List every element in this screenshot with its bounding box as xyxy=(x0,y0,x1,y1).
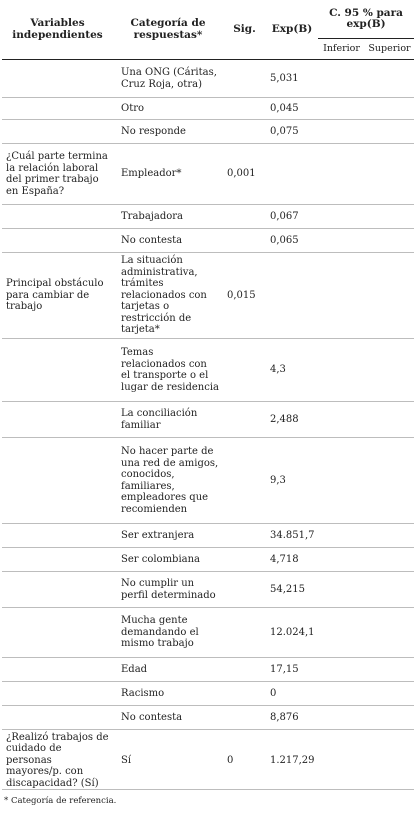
cell-variable xyxy=(2,120,113,144)
cell-inferior xyxy=(318,548,365,572)
cell-inferior xyxy=(318,229,365,253)
cell-inferior xyxy=(318,730,365,791)
cell-inferior xyxy=(318,438,365,524)
cell-sig xyxy=(223,339,266,402)
table-row xyxy=(2,524,414,548)
cell-variable xyxy=(2,402,113,438)
cell-superior xyxy=(365,339,414,402)
regression-table xyxy=(2,0,414,791)
cell-exp: 4,718 xyxy=(266,548,318,572)
cell-categoria: No contesta xyxy=(113,706,223,730)
cell-variable: Principal obstáculo para cambiar de trabajo xyxy=(2,253,113,339)
cell-exp: 0,075 xyxy=(266,120,318,144)
table-row xyxy=(2,98,414,120)
cell-variable xyxy=(2,339,113,402)
cell-sig xyxy=(223,120,266,144)
cell-superior xyxy=(365,402,414,438)
cell-exp: 0,065 xyxy=(266,229,318,253)
cell-variable xyxy=(2,706,113,730)
cell-sig xyxy=(223,60,266,98)
cell-categoria: Mucha gente demandando el mismo trabajo xyxy=(113,608,223,658)
cell-inferior xyxy=(318,658,365,682)
cell-variable xyxy=(2,98,113,120)
cell-exp: 9,3 xyxy=(266,438,318,524)
cell-superior xyxy=(365,608,414,658)
header-categoria: Categoría de respuestas* xyxy=(113,0,223,60)
cell-variable: ¿Cuál parte termina la relación laboral del primer trabajo en España? xyxy=(2,144,113,205)
cell-exp: 2,488 xyxy=(266,402,318,438)
cell-superior xyxy=(365,253,414,339)
cell-inferior xyxy=(318,706,365,730)
cell-variable xyxy=(2,572,113,608)
cell-variable xyxy=(2,608,113,658)
cell-superior xyxy=(365,548,414,572)
cell-superior xyxy=(365,658,414,682)
table-row xyxy=(2,205,414,229)
cell-categoria: No contesta xyxy=(113,229,223,253)
cell-inferior xyxy=(318,608,365,658)
cell-categoria: La situación administrativa, trámites relacionados con tarjetas o restricción de tarjeta* xyxy=(113,253,223,339)
cell-inferior xyxy=(318,402,365,438)
cell-sig xyxy=(223,682,266,706)
cell-exp: 34.851,7 xyxy=(266,524,318,548)
cell-categoria: No cumplir un perfil determinado xyxy=(113,572,223,608)
cell-categoria: Edad xyxy=(113,658,223,682)
header-sig: Sig. xyxy=(223,0,266,60)
cell-exp: 54,215 xyxy=(266,572,318,608)
cell-inferior xyxy=(318,98,365,120)
table-row xyxy=(2,402,414,438)
cell-sig xyxy=(223,229,266,253)
cell-sig xyxy=(223,658,266,682)
cell-categoria: Ser extranjera xyxy=(113,524,223,548)
cell-categoria: Ser colombiana xyxy=(113,548,223,572)
cell-sig: 0 xyxy=(223,730,266,791)
cell-superior xyxy=(365,60,414,98)
cell-superior xyxy=(365,438,414,524)
table-row xyxy=(2,548,414,572)
table-row xyxy=(2,572,414,608)
cell-superior xyxy=(365,572,414,608)
cell-sig xyxy=(223,438,266,524)
cell-superior xyxy=(365,706,414,730)
table-row xyxy=(2,60,414,98)
cell-categoria: La conciliación familiar xyxy=(113,402,223,438)
cell-inferior xyxy=(318,524,365,548)
cell-categoria: Temas relacionados con el transporte o el lugar de residencia xyxy=(113,339,223,402)
table-row xyxy=(2,120,414,144)
table-header xyxy=(2,0,414,60)
table-row xyxy=(2,682,414,706)
cell-variable xyxy=(2,682,113,706)
footnote-divider xyxy=(2,789,414,790)
cell-categoria: No responde xyxy=(113,120,223,144)
cell-exp: 12.024,1 xyxy=(266,608,318,658)
header-superior: Superior xyxy=(365,39,414,60)
cell-inferior xyxy=(318,339,365,402)
cell-inferior xyxy=(318,682,365,706)
cell-categoria: Trabajadora xyxy=(113,205,223,229)
cell-exp: 5,031 xyxy=(266,60,318,98)
table-row xyxy=(2,438,414,524)
cell-inferior xyxy=(318,205,365,229)
header-expb: Exp(B) xyxy=(266,0,318,60)
cell-categoria: Empleador* xyxy=(113,144,223,205)
cell-exp: 17,15 xyxy=(266,658,318,682)
cell-variable: ¿Realizó trabajos de cuidado de personas mayores/p. con discapacidad? (Sí) xyxy=(2,730,113,791)
cell-superior xyxy=(365,144,414,205)
cell-exp xyxy=(266,253,318,339)
cell-categoria: Otro xyxy=(113,98,223,120)
cell-exp: 0,045 xyxy=(266,98,318,120)
cell-variable xyxy=(2,658,113,682)
table-row xyxy=(2,229,414,253)
cell-variable xyxy=(2,524,113,548)
table-row xyxy=(2,706,414,730)
cell-variable xyxy=(2,60,113,98)
cell-categoria: No hacer parte de una red de amigos, conocidos, familiares, empleadores que recomienden xyxy=(113,438,223,524)
cell-sig xyxy=(223,524,266,548)
table-row xyxy=(2,730,414,791)
cell-superior xyxy=(365,730,414,791)
cell-variable xyxy=(2,229,113,253)
cell-sig xyxy=(223,98,266,120)
cell-sig: 0,015 xyxy=(223,253,266,339)
footnote: * Categoría de referencia. xyxy=(4,796,117,806)
table-row xyxy=(2,339,414,402)
cell-superior xyxy=(365,524,414,548)
table-row xyxy=(2,144,414,205)
cell-inferior xyxy=(318,60,365,98)
cell-categoria: Racismo xyxy=(113,682,223,706)
cell-exp: 4,3 xyxy=(266,339,318,402)
cell-sig xyxy=(223,402,266,438)
table-body xyxy=(2,60,414,791)
cell-variable xyxy=(2,438,113,524)
cell-inferior xyxy=(318,253,365,339)
cell-exp xyxy=(266,144,318,205)
cell-superior xyxy=(365,682,414,706)
cell-inferior xyxy=(318,572,365,608)
cell-variable xyxy=(2,205,113,229)
cell-superior xyxy=(365,205,414,229)
cell-exp: 1.217,29 xyxy=(266,730,318,791)
cell-inferior xyxy=(318,144,365,205)
cell-variable xyxy=(2,548,113,572)
cell-superior xyxy=(365,229,414,253)
cell-superior xyxy=(365,98,414,120)
header-ci: C. 95 % para exp(B) xyxy=(318,0,414,39)
table-row xyxy=(2,608,414,658)
cell-categoria: Una ONG (Cáritas, Cruz Roja, otra) xyxy=(113,60,223,98)
table-row xyxy=(2,253,414,339)
cell-sig xyxy=(223,548,266,572)
table-row xyxy=(2,658,414,682)
cell-sig xyxy=(223,205,266,229)
cell-categoria: Sí xyxy=(113,730,223,791)
cell-sig xyxy=(223,608,266,658)
cell-sig: 0,001 xyxy=(223,144,266,205)
cell-sig xyxy=(223,572,266,608)
header-variables: Variables independientes xyxy=(2,0,113,60)
cell-sig xyxy=(223,706,266,730)
cell-exp: 0 xyxy=(266,682,318,706)
cell-superior xyxy=(365,120,414,144)
header-inferior: Inferior xyxy=(318,39,365,60)
cell-exp: 8,876 xyxy=(266,706,318,730)
cell-inferior xyxy=(318,120,365,144)
cell-exp: 0,067 xyxy=(266,205,318,229)
